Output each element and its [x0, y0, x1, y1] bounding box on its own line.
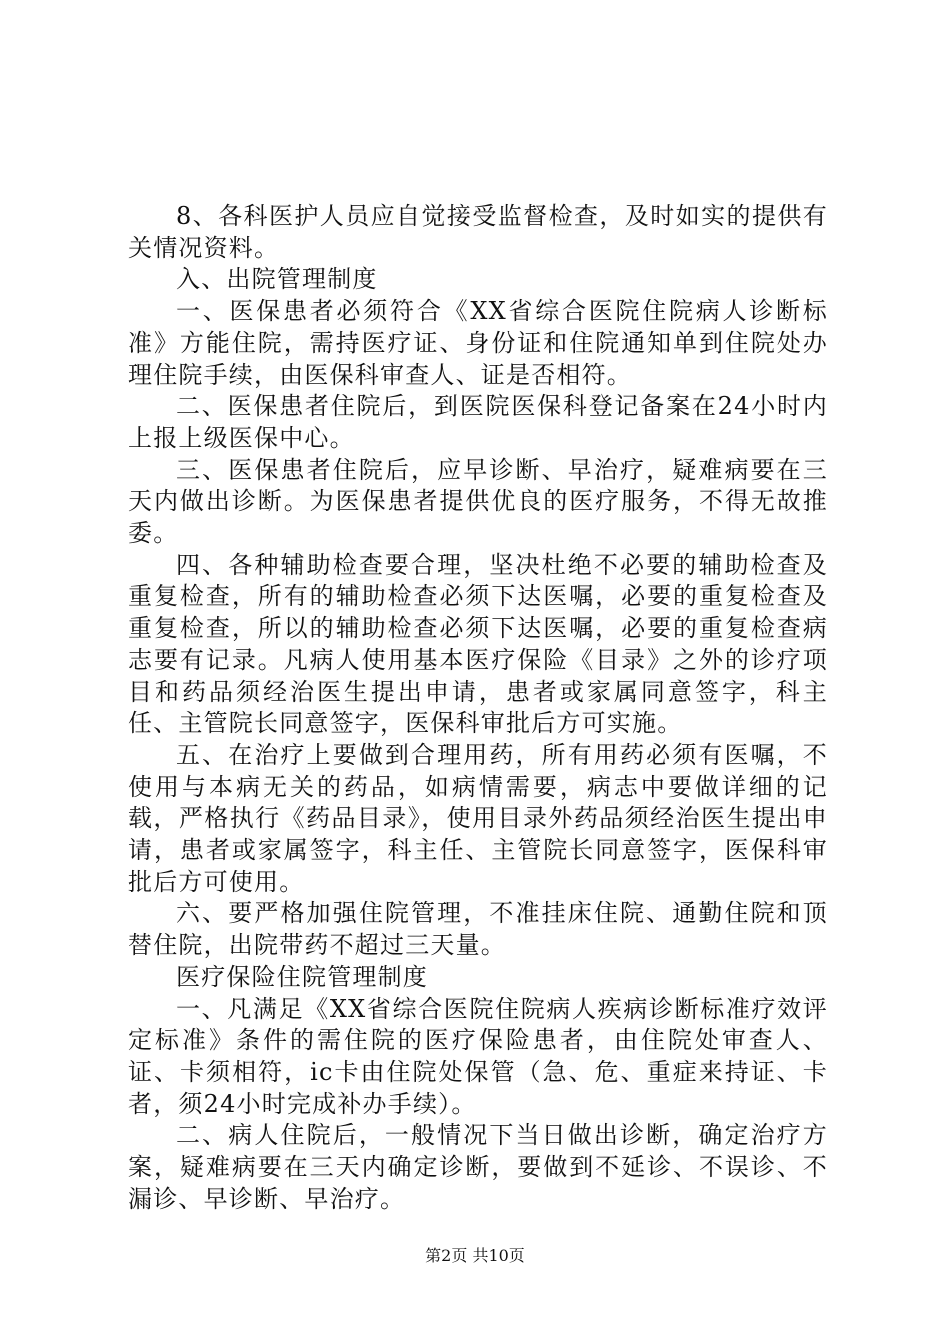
paragraph: 四、各种辅助检查要合理，坚决杜绝不必要的辅助检查及重复检查，所有的辅助检查必须下达医嘱，必要的重复检查及重复检查，所以的辅助检查必须下达医嘱，必要的重复检查病志要有记录。凡病人使用基本医疗保险《目录》之外的诊疗项目和药品须经治医生提出申请，患者或家属同意签字，科主任、主管院长同意签字，医保科审批后方可实施。: [128, 550, 828, 738]
paragraph: 二、病人住院后，一般情况下当日做出诊断，确定治疗方案，疑难病要在三天内确定诊断，要做到不延诊、不误诊、不漏诊、早诊断、早治疗。: [128, 1121, 828, 1213]
document-body: [128, 201, 828, 1216]
paragraph: 二、医保患者住院后，到医院医保科登记备案在24小时内上报上级医保中心。: [128, 392, 828, 452]
section-heading: 入、出院管理制度: [176, 265, 378, 294]
paragraph: 一、凡满足《XX省综合医院住院病人疾病诊断标准疗效评定标准》条件的需住院的医疗保险患者，由住院处审查人、证、卡须相符，ic卡由住院处保管（急、危、重症来持证、卡者，须24小时完成补办手续）。: [128, 994, 828, 1118]
paragraph: 一、医保患者必须符合《XX省综合医院住院病人诊断标准》方能住院，需持医疗证、身份证和住院通知单到住院处办理住院手续，由医保科审查人、证是否相符。: [128, 297, 828, 389]
section-heading: 医疗保险住院管理制度: [176, 962, 428, 991]
paragraph: 8、各科医护人员应自觉接受监督检查，及时如实的提供有关情况资料。: [128, 202, 828, 262]
paragraph: 六、要严格加强住院管理，不准挂床住院、通勤住院和顶替住院，出院带药不超过三天量。: [128, 899, 828, 960]
paragraph: 三、医保患者住院后，应早诊断、早治疗，疑难病要在三天内做出诊断。为医保患者提供优良的医疗服务，不得无故推委。: [128, 455, 828, 548]
paragraph: 五、在治疗上要做到合理用药，所有用药必须有医嘱，不使用与本病无关的药品，如病情需要，病志中要做详细的记载，严格执行《药品目录》，使用目录外药品须经治医生提出申请，患者或家属签字，科主任、主管院长同意签字，医保科审批后方可使用。: [128, 740, 828, 896]
page-number-footer: 第2页 共10页: [425, 1246, 525, 1265]
